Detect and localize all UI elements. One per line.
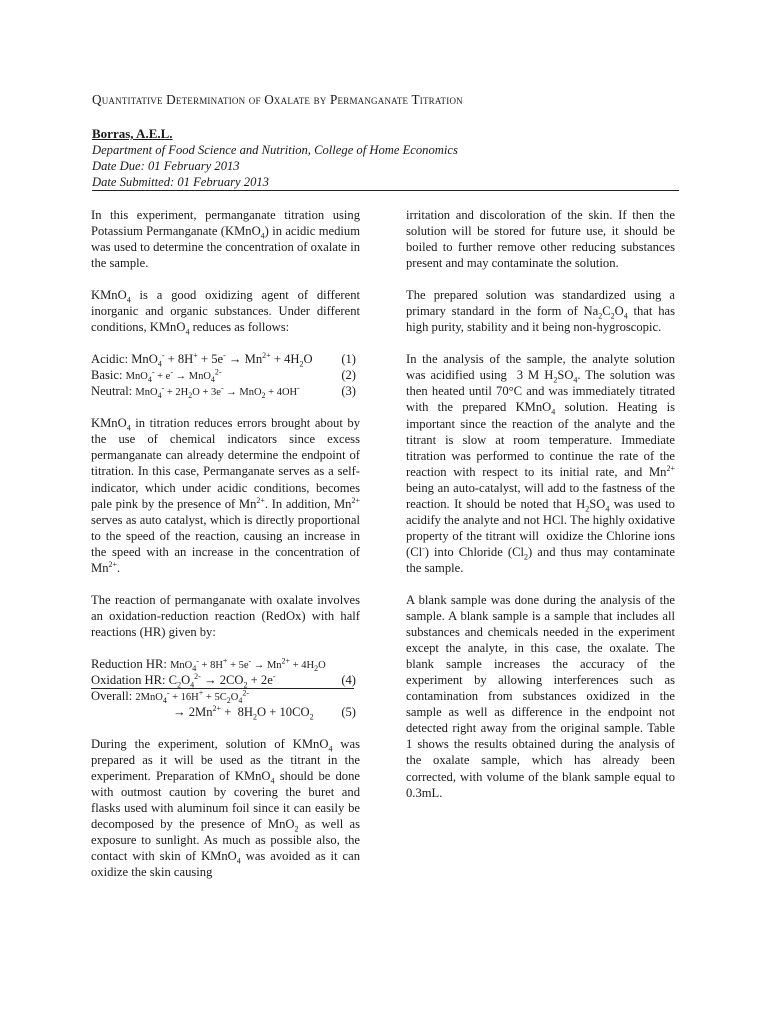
equation-overall: Overall: $2MnO_4^- + 16H^+ + 5C_2O_4^{2-}$ — [91, 688, 249, 706]
paragraph-analysis: In the analysis of the sample, the analyte solution was acidified using 3 M $H_2SO_4$. The solution was then heated until 70°C and was immediately titrated with the prepared KMnO$_4$ solution. Heating is important since the reaction of the analyte and the titrant is slow at room temperature. Immediate titration was performed to continue the rate of the reaction with respect to its initial rate, and $Mn^{2+}$ being an auto-catalyst, will add to the fastness of the reaction. It should be noted that $H_2SO_4$ was used to acidify the analyte and not HCl. The highly oxidative property of the titrant will oxidize the Chlorine ions (Cl-) into Chloride $(Cl_2)$ and thus may contaminate the sample. — [406, 352, 675, 575]
equation-reduction-hr: Reduction HR: $MnO_4^- + 8H^+ + 5e^- \to Mn^{2+} + 4H_2O$ — [91, 656, 326, 674]
paragraph-self-indicator: KMnO$_4$ in titration reduces errors brought about by the use of chemical indicators since excess permanganate can already determine the endpoint of titration. In this case, Permanganate serves as a self-indicator, which under acidic conditions, becomes pale pink by the presence of $Mn^{2+}$. In addition, $Mn^{2+}$ serves as auto catalyst, which is directly proportional to the speed of the reaction, causing an increase in the speed with an increase in the concentration of $Mn^{2+}$. — [91, 416, 360, 575]
date-due-line: Date Due: 01 February 2013 — [92, 159, 240, 174]
equation-number: (3) — [341, 384, 356, 399]
author-name: Borras, A.E.L. — [92, 126, 173, 141]
paragraph-kmno4-agent: KMnO$_4$ is a good oxidizing agent of different inorganic and organic substances. Under different conditions, KMnO$_4$ reduces as follows: — [91, 288, 360, 337]
paper-title: Quantitative Determination of Oxalate by Permanganate Titration — [92, 92, 463, 107]
paragraph-redox: The reaction of permanganate with oxalate involves an oxidation-reduction reaction (RedOx) with half reactions (HR) given by: — [91, 592, 360, 639]
paragraph-standardized: The prepared solution was standardized using a primary standard in the form of $Na_2C_2O_4$ that has high purity, stability and it being non-hygroscopic. — [406, 288, 675, 335]
equation-neutral: Neutral: $MnO_4^- + 2H_2O + 3e^- \to MnO_2 + 4OH^-$ (3) — [91, 383, 356, 401]
left-column — [91, 207, 360, 896]
date-submitted-line: Date Submitted: 01 February 2013 — [92, 175, 269, 190]
equation-oxidation-hr: Oxidation HR: $C_2O_4^{2-} \to 2CO_2 + 2e^-$ (4) — [91, 671, 356, 690]
department-line: Department of Food Science and Nutrition, College of Home Economics — [92, 143, 458, 157]
paragraph-intro: In this experiment, permanganate titration using Potassium Permanganate (KMnO$_4$) in acidic medium was used to determine the concentration of oxalate in the sample. — [91, 208, 360, 271]
paragraph-preparation: During the experiment, solution of KMnO$_4$ was prepared as it will be used as the titrant in the experiment. Preparation of KMnO$_4$ should be done with outmost caution by covering the buret and flasks used with aluminum foil since it can easily be decomposed by the presence of MnO$_2$ as well as exposure to sunlight. As much as possible also, the contact with skin of KMnO$_4$ was avoided as it can oxidize the skin causing — [91, 736, 360, 880]
header-rule — [92, 190, 679, 191]
equation-basic: Basic: MnO$_4$- + e- → MnO$_4^{2-}$ (2) — [91, 367, 356, 385]
paragraph-blank-sample: A blank sample was done during the analysis of the sample. A blank sample is a sample that includes all substances and chemicals needed in the experiment except the analyte, in this case, the oxalate. The blank sample increases the accuracy of the experiment by allowing interferences such as contamination from substances oxidized in the sample as well as difference in the endpoint not detected right away from the original sample. Table 1 shows the results obtained during the analysis of the oxalate sample, which has already been corrected, with volume of the blank sample equal to 0.3mL. — [406, 592, 675, 800]
equation-number: (2) — [341, 368, 356, 383]
equations-half-reactions — [91, 656, 360, 720]
equation-number: (4) — [341, 672, 356, 687]
equation-overall-products: → $2Mn^{2+} + 8H_2O + 10CO_2$ (5) — [173, 703, 356, 722]
equation-number: (1) — [341, 352, 356, 367]
equations-reduction — [91, 351, 360, 399]
right-column — [406, 207, 675, 817]
equation-acidic: Acidic: $MnO_4^- + 8H^+ + 5e^- \to Mn^{2+} + 4H_2O$ (1) — [91, 351, 356, 369]
affiliation-block — [92, 142, 458, 191]
paragraph-irritation: irritation and discoloration of the skin. If then the solution will be stored for future use, it should be boiled to further remove other reducing substances present and may contaminate the solution. — [406, 208, 675, 271]
equation-number: (5) — [341, 704, 356, 719]
